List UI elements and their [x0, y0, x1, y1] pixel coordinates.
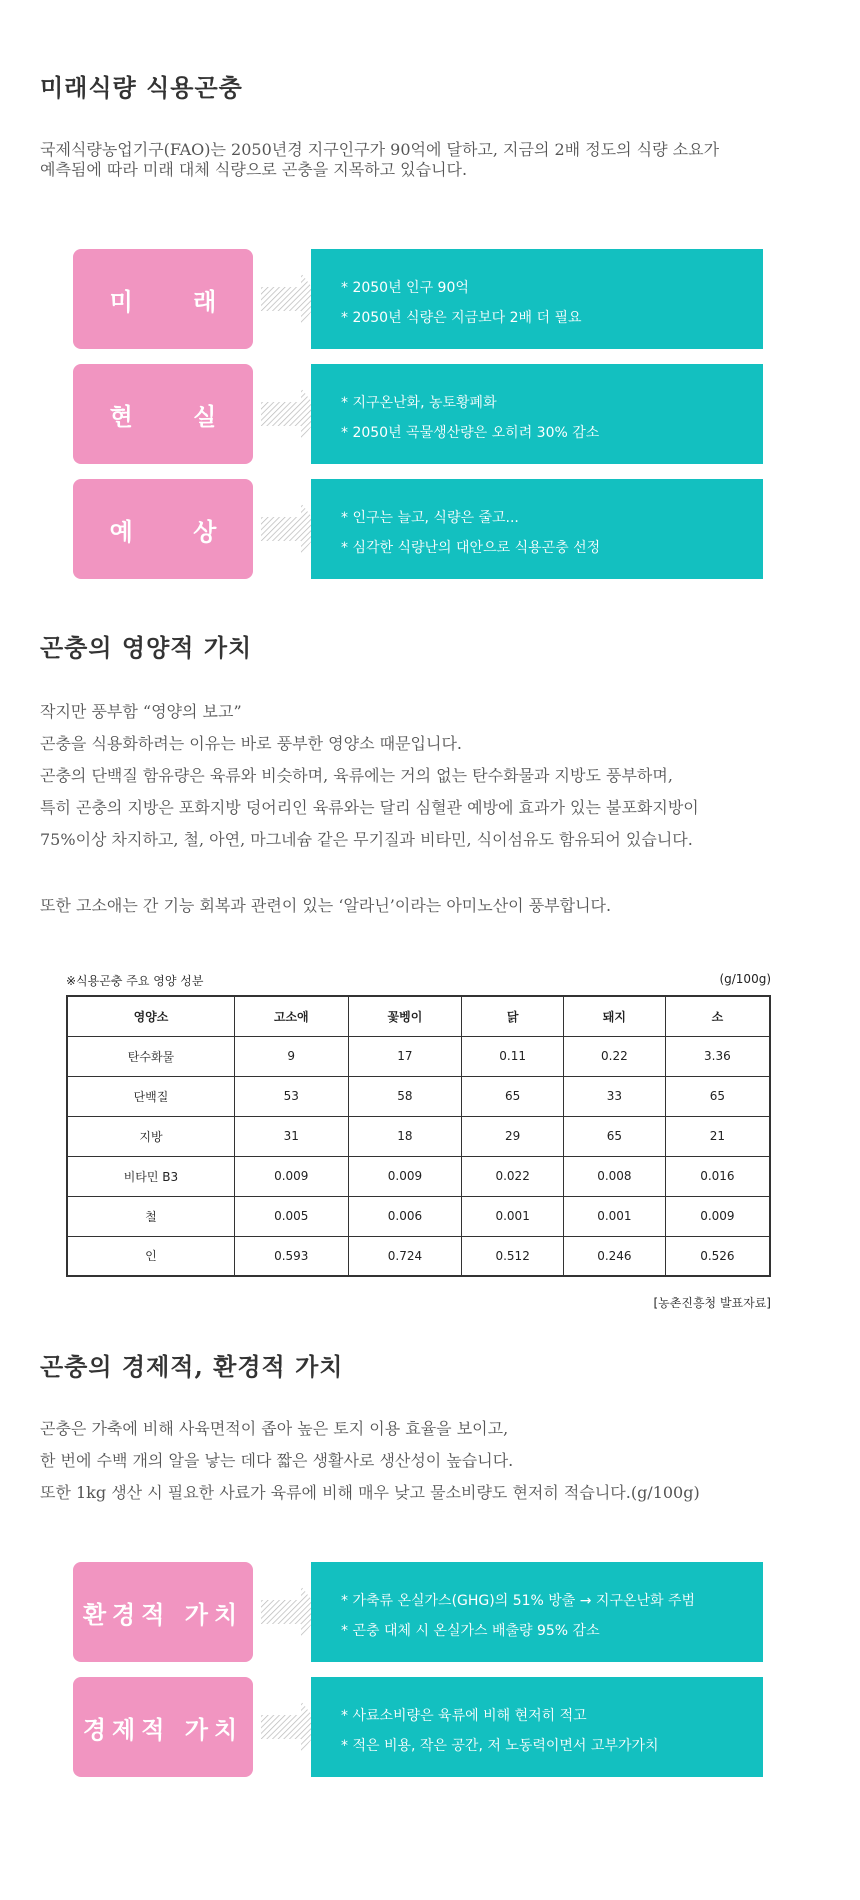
nutrition-line: 곤충을 식용화하려는 이유는 바로 풍부한 영양소 때문입니다.: [40, 734, 463, 753]
table-cell: 0.016: [665, 1156, 770, 1196]
section-title-future-food: 미래식량 식용곤충: [40, 73, 243, 102]
header-cell: 영양소: [67, 996, 234, 1036]
section-title-nutrition: 곤충의 영양적 가치: [40, 633, 253, 662]
table-cell: 0.022: [462, 1156, 564, 1196]
table-cell: 지방: [67, 1116, 234, 1156]
table-cell: 58: [348, 1076, 462, 1116]
table-cell: 0.246: [564, 1236, 666, 1276]
card-point: * 가축류 온실가스(GHG)의 51% 방출 → 지구온난화 주범: [341, 1593, 696, 1609]
card-environmental-value: [73, 1562, 763, 1662]
card-point: * 2050년 식량은 지금보다 2배 더 필요: [341, 310, 582, 326]
card-point: * 적은 비용, 작은 공간, 저 노동력이면서 고부가가치: [341, 1738, 659, 1754]
nutrition-line: 곤충의 단백질 함유량은 육류와 비슷하며, 육류에는 거의 없는 탄수화물과 지방도 풍부하며,: [40, 766, 673, 785]
header-cell: 돼지: [564, 996, 666, 1036]
table-cell: 0.526: [665, 1236, 770, 1276]
card-label: 현 실: [73, 364, 253, 464]
intro-line: 예측됨에 따라 미래 대체 식량으로 곤충을 지목하고 있습니다.: [40, 160, 468, 179]
table-cell: 탄수화물: [67, 1036, 234, 1076]
table-cell: 21: [665, 1116, 770, 1156]
section-title-economic-environmental: 곤충의 경제적, 환경적 가치: [40, 1352, 344, 1381]
table-cell: 0.005: [234, 1196, 348, 1236]
table-source: [농촌진흥청 발표자료]: [653, 1296, 771, 1310]
table-cell: 31: [234, 1116, 348, 1156]
header-cell: 닭: [462, 996, 564, 1036]
table-cell: 29: [462, 1116, 564, 1156]
card-point: * 2050년 인구 90억: [341, 280, 469, 296]
table-cell: 0.009: [665, 1196, 770, 1236]
card-point: * 곤충 대체 시 온실가스 배출량 95% 감소: [341, 1623, 600, 1639]
table-cell: 17: [348, 1036, 462, 1076]
card-detail: [311, 249, 763, 349]
card-label: 경제적 가치: [73, 1677, 253, 1777]
header-cell: 고소애: [234, 996, 348, 1036]
table-cell: 철: [67, 1196, 234, 1236]
card-label: 환경적 가치: [73, 1562, 253, 1662]
table-cell: 18: [348, 1116, 462, 1156]
table-cell: 65: [665, 1076, 770, 1116]
table-row: [67, 1236, 770, 1276]
card-point: * 2050년 곡물생산량은 오히려 30% 감소: [341, 425, 600, 441]
table-cell: 0.001: [462, 1196, 564, 1236]
card-reality: [73, 364, 763, 464]
alanine-line: 또한 고소애는 간 기능 회복과 관련이 있는 ‘알라닌’이라는 아미노산이 풍부합니다.: [40, 896, 612, 915]
nutrition-line: 특히 곤충의 지방은 포화지방 덩어리인 육류와는 달리 심혈관 예방에 효과가 있는 불포화지방이: [40, 798, 699, 817]
card-detail: [311, 364, 763, 464]
card-forecast: [73, 479, 763, 579]
table-cell: 0.009: [234, 1156, 348, 1196]
table-cell: 0.512: [462, 1236, 564, 1276]
table-row: [67, 1076, 770, 1116]
economic-line: 또한 1kg 생산 시 필요한 사료가 육류에 비해 매우 낮고 물소비량도 현저히 적습니다.(g/100g): [40, 1483, 700, 1502]
table-row: [67, 1116, 770, 1156]
table-cell: 0.593: [234, 1236, 348, 1276]
table-cell: 3.36: [665, 1036, 770, 1076]
table-cell: 0.008: [564, 1156, 666, 1196]
economic-line: 한 번에 수백 개의 알을 낳는 데다 짧은 생활사로 생산성이 높습니다.: [40, 1451, 514, 1470]
table-cell: 단백질: [67, 1076, 234, 1116]
table-cell: 0.11: [462, 1036, 564, 1076]
economic-paragraph: [40, 1413, 700, 1509]
table-row: [67, 1156, 770, 1196]
table-cell: 9: [234, 1036, 348, 1076]
table-cell: 65: [462, 1076, 564, 1116]
table-cell: 0.006: [348, 1196, 462, 1236]
economic-line: 곤충은 가축에 비해 사육면적이 좁아 높은 토지 이용 효율을 보이고,: [40, 1419, 509, 1438]
card-detail: [311, 479, 763, 579]
card-label: 미 래: [73, 249, 253, 349]
card-future: [73, 249, 763, 349]
header-cell: 소: [665, 996, 770, 1036]
nutrition-paragraph: [40, 696, 699, 856]
table-cell: 0.009: [348, 1156, 462, 1196]
table-row: [67, 1036, 770, 1076]
card-point: * 사료소비량은 육류에 비해 현저히 적고: [341, 1708, 587, 1724]
table-unit: (g/100g): [719, 972, 771, 986]
card-detail: [311, 1677, 763, 1777]
card-point: * 인구는 늘고, 식량은 줄고...: [341, 510, 519, 526]
table-cell: 33: [564, 1076, 666, 1116]
card-detail: [311, 1562, 763, 1662]
header-cell: 꽃벵이: [348, 996, 462, 1036]
card-economic-value: [73, 1677, 763, 1777]
table-cell: 0.724: [348, 1236, 462, 1276]
table-cell: 0.22: [564, 1036, 666, 1076]
table-caption: ※식용곤충 주요 영양 성분: [66, 974, 204, 988]
card-label: 예 상: [73, 479, 253, 579]
nutrition-table: [66, 995, 771, 1277]
table-cell: 53: [234, 1076, 348, 1116]
nutrition-line: 작지만 풍부함 “영양의 보고”: [40, 702, 242, 721]
card-point: * 심각한 식량난의 대안으로 식용곤충 선정: [341, 540, 601, 556]
table-cell: 0.001: [564, 1196, 666, 1236]
table-cell: 비타민 B3: [67, 1156, 234, 1196]
table-header-row: [67, 996, 770, 1036]
intro-paragraph: [40, 140, 719, 180]
table-row: [67, 1196, 770, 1236]
table-cell: 인: [67, 1236, 234, 1276]
card-point: * 지구온난화, 농토황폐화: [341, 395, 497, 411]
nutrition-line: 75%이상 차지하고, 철, 아연, 마그네슘 같은 무기질과 비타민, 식이섬유도 함유되어 있습니다.: [40, 830, 693, 849]
table-cell: 65: [564, 1116, 666, 1156]
intro-line: 국제식량농업기구(FAO)는 2050년경 지구인구가 90억에 달하고, 지금의 2배 정도의 식량 소요가: [40, 140, 720, 159]
